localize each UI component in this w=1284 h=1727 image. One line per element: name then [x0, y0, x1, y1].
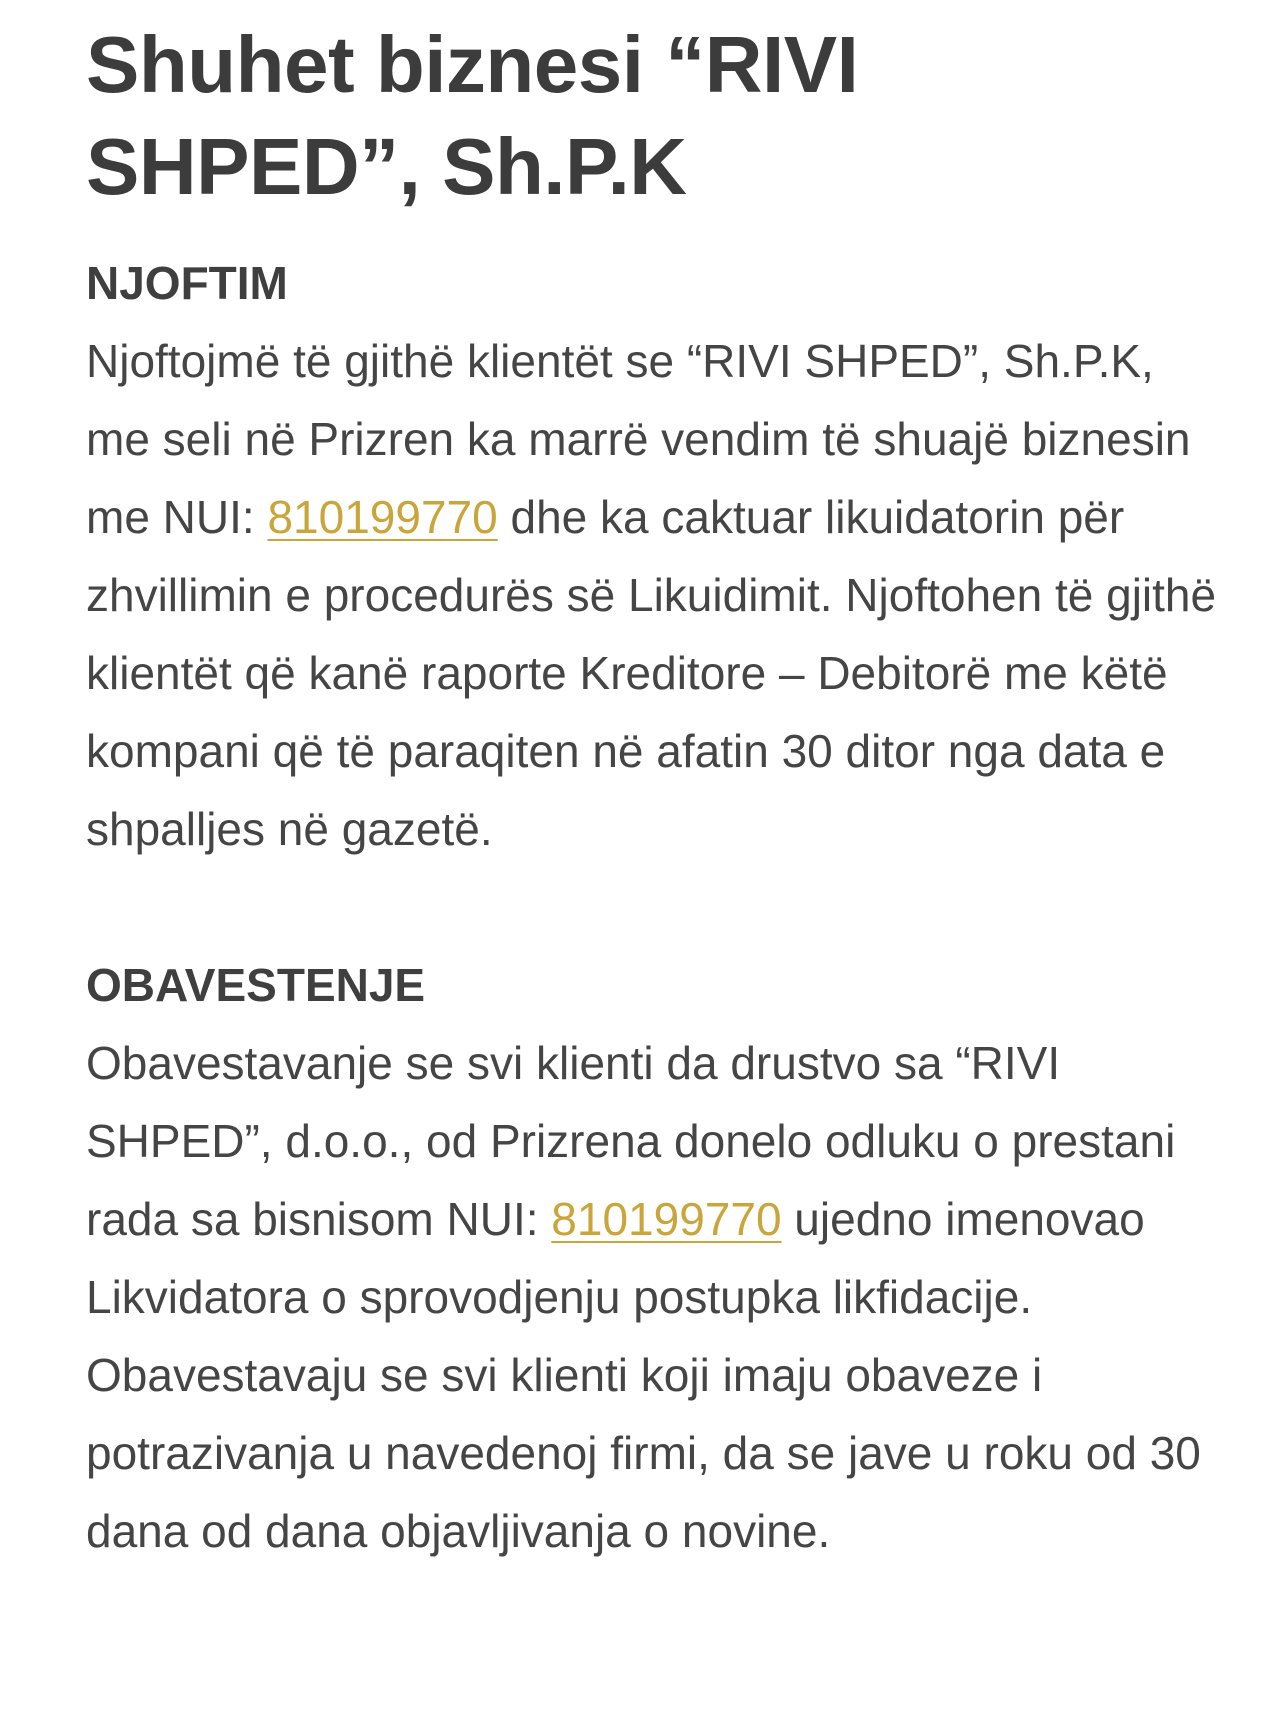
notice-text-albanian-part1: Njoftojmë të gjithë klientët se “RIVI SHPED”, Sh.P.K, me seli në Prizren ka marrë vendim të shuajë biznesin me NUI:: [86, 335, 1191, 543]
article-title-line2: SHPED”, Sh.P.K: [86, 122, 687, 211]
nui-link-albanian[interactable]: 810199770: [267, 491, 498, 543]
notice-text-albanian-part2: dhe ka caktuar likuidatorin për zhvillimin e procedurës së Likuidimit. Njoftohen të gjithë klientët që kanë raporte Kreditore – Debitorë me këtë kompani që të paraqiten në afatin 30 ditor nga data e shpalljes në gazetë.: [86, 491, 1217, 855]
article: [86, 14, 1226, 1570]
article-title-line1: Shuhet biznesi “RIVI: [86, 20, 859, 109]
notice-paragraph-serbian: [86, 1024, 1226, 1570]
section-heading-njoftim: NJOFTIM: [86, 257, 288, 309]
section-heading-obavestenje: OBAVESTENJE: [86, 959, 426, 1011]
article-title: [86, 14, 1226, 218]
nui-link-serbian[interactable]: 810199770: [551, 1193, 782, 1245]
notice-text-serbian-part1: Obavestavanje se svi klienti da drustvo sa “RIVI SHPED”, d.o.o., od Prizrena donelo odluku o prestani rada sa bisnisom NUI:: [86, 1037, 1176, 1245]
notice-paragraph-albanian: [86, 322, 1226, 868]
notice-text-serbian-part2: ujedno imenovao Likvidatora o sprovodjenju postupka likfidacije. Obavestavaju se svi klienti koji imaju obaveze i potrazivanja u navedenoj firmi, da se jave u roku od 30 dana od dana objavljivanja o novine.: [86, 1193, 1201, 1557]
